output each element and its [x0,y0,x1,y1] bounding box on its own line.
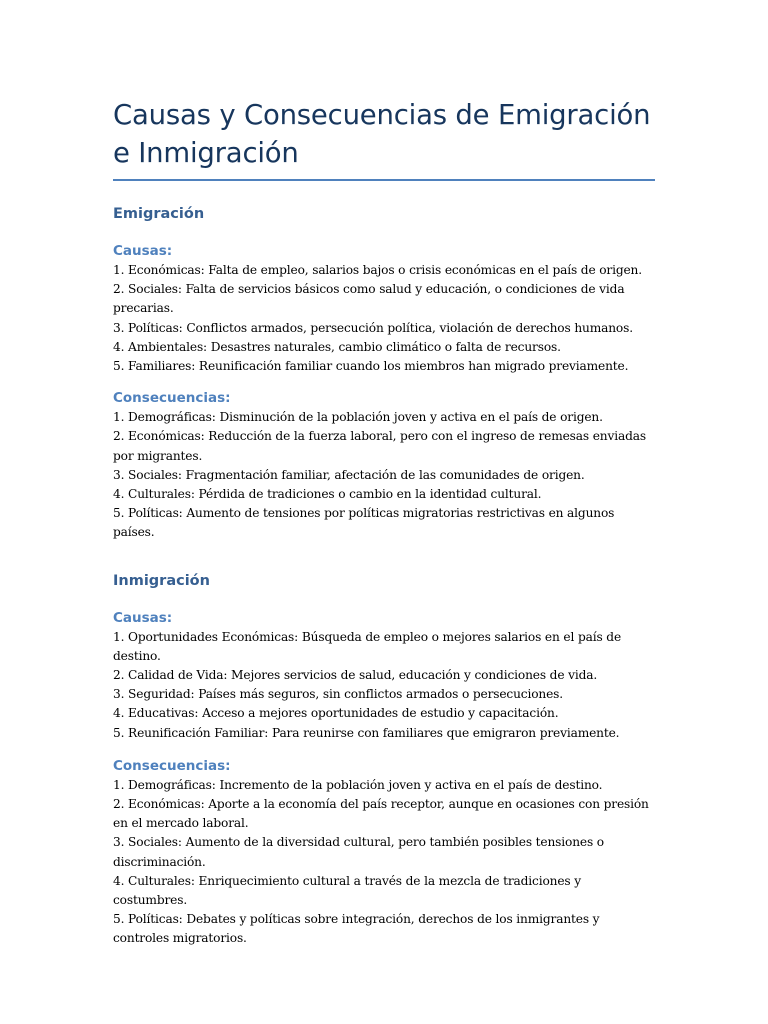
list-consecuencias-inmigracion [113,776,655,949]
list-item: 4. Culturales: Enriquecimiento cultural a través de la mezcla de tradiciones y costumbres. [113,873,581,908]
subheading-consecuencias-emigracion: Consecuencias: [113,390,231,407]
section-heading-inmigracion: Inmigración [113,572,210,589]
list-item: 1. Oportunidades Económicas: Búsqueda de empleo o mejores salarios en el país de destino. [113,629,622,663]
list-item: 1. Demográficas: Incremento de la población joven y activa en el país de destino. [113,777,603,792]
list-item: 5. Familiares: Reunificación familiar cuando los miembros han migrado previamente. [113,359,629,374]
list-item: 5. Políticas: Debates y políticas sobre integración, derechos de los inmigrantes y controles migratorios. [113,912,600,946]
section-heading-emigracion: Emigración [113,206,205,222]
list-item: 4. Ambientales: Desastres naturales, cambio climático o falta de recursos. [113,339,561,354]
list-item: 4. Culturales: Pérdida de tradiciones o cambio en la identidad cultural. [113,487,542,502]
list-item: 5. Reunificación Familiar: Para reunirse con familiares que emigraron previamente. [113,725,620,740]
document-title: Causas y Consecuencias de Emigración e Inmigración [113,99,651,169]
subheading-consecuencias-inmigracion: Consecuencias: [113,757,231,774]
list-item: 2. Económicas: Reducción de la fuerza laboral, pero con el ingreso de remesas enviadas por migrantes. [113,429,646,463]
list-causas-inmigracion [113,628,655,743]
document-page [113,96,655,949]
list-consecuencias-emigracion [113,408,655,542]
list-item: 2. Sociales: Falta de servicios básicos como salud y educación, o condiciones de vida precarias. [113,282,625,316]
section-emigracion [113,204,655,543]
subheading-causas-emigracion: Causas: [113,243,173,259]
list-item: 5. Políticas: Aumento de tensiones por políticas migratorias restrictivas en algunos países. [113,506,615,540]
list-item: 3. Seguridad: Países más seguros, sin conflictos armados o persecuciones. [113,687,563,702]
list-item: 3. Sociales: Fragmentación familiar, afectación de las comunidades de origen. [113,467,585,482]
list-item: 1. Demográficas: Disminución de la población joven y activa en el país de origen. [113,410,603,425]
list-causas-emigracion [113,261,655,376]
list-item: 2. Económicas: Aporte a la economía del país receptor, aunque en ocasiones con presión en el mercado laboral. [113,797,649,831]
title-divider [113,179,655,181]
list-item: 2. Calidad de Vida: Mejores servicios de salud, educación y condiciones de vida. [113,668,598,683]
list-item: 3. Sociales: Aumento de la diversidad cultural, pero también posibles tensiones o discriminación. [113,835,604,869]
subheading-causas-inmigracion: Causas: [113,609,173,626]
list-item: 3. Políticas: Conflictos armados, persecución política, violación de derechos humanos. [113,320,633,335]
section-inmigracion [113,571,655,949]
list-item: 4. Educativas: Acceso a mejores oportunidades de estudio y capacitación. [113,706,559,721]
list-item: 1. Económicas: Falta de empleo, salarios bajos o crisis económicas en el país de origen. [113,263,642,277]
